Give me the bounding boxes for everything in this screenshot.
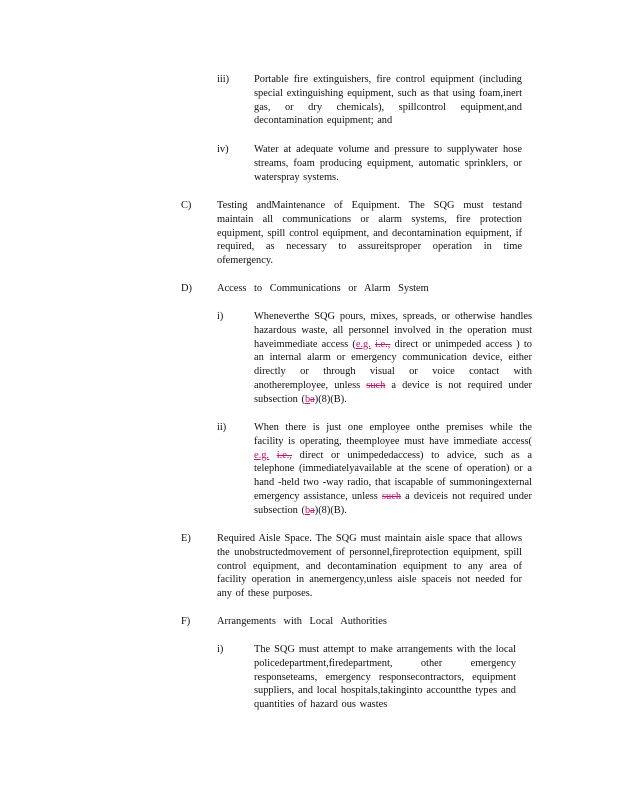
text-run: )(8)(B). [314, 504, 347, 516]
section-label-e: E) [181, 533, 191, 544]
section-label-f: F) [181, 616, 191, 627]
text-run: a deviceis not required under subsection ( [254, 490, 532, 516]
text-run: direct or unimpededaccess) to advice, such as a telephone (immediatelyavailable at the scene of operation) or a hand -held two -way radio, that iscapable of summoningexternal emergency assistance, unless [254, 449, 532, 502]
deleted-text: a [310, 504, 315, 516]
deleted-text: such [381, 490, 402, 502]
item-label-f-i: i) [217, 644, 224, 655]
section-text-e: Required Aisle Space. The SQG must maintain aisle space that allows the unobstructedmovement of personnel,fireprotection equipment, spill control equipment, and decontamination equipment to any area of facility operation in anemergency,unless aisle spaceis not needed for any of these purposes. [217, 533, 522, 600]
item-text-f-i: The SQG must attempt to make arrangements with the local policedepartment,firedepartment, other emergency responseteams, emergency responsecontractors, equipment suppliers, and local hospitals,takinginto accountthe types and quantities of hazard ous wastes [254, 644, 516, 711]
section-text-c: Testing andMaintenance of Equipment. The SQG must testand maintain all communications or alarm systems, fire protection equipment, spill control equipment, and decontamination equipment, if required, as necessary to assureitsproper operation in time ofemergency. [217, 200, 522, 267]
item-text-iv: Water at adequate volume and pressure to supplywater hose streams, foam producing equipment, automatic sprinklers, or waterspray systems. [254, 144, 522, 183]
inserted-text: b [304, 393, 311, 405]
item-text-iii: Portable fire extinguishers, fire control equipment (including special extinguishing equipment, such as that using foam,inert gas, or dry chemicals), spillcontrol equipment,and decontamination equipment; and [254, 74, 522, 127]
text-run: direct or unimpeded access ) to an internal alarm or emergency communication device, either directly or through visual or voice contact with anotheremployee, unless [254, 338, 532, 391]
deleted-text: i.e., [375, 338, 391, 350]
inserted-text: e.g. [355, 338, 371, 350]
inserted-text: e.g. [254, 449, 270, 461]
text-run: )(8)(B). [314, 393, 347, 405]
deleted-text: i.e., [276, 449, 292, 461]
item-label-d-i: i) [217, 311, 224, 322]
text-run: When there is just one employee onthe premises while the facility is operating, theemployee must have immediate access( [254, 422, 532, 447]
item-text-d-ii [254, 421, 532, 518]
item-label-d-ii: ii) [217, 422, 227, 433]
deleted-text: such [366, 379, 386, 391]
section-heading-f: Arrangements with Local Authorities [217, 616, 387, 627]
section-heading-d: Access to Communications or Alarm System [217, 283, 429, 294]
text-run: a device is not required under subsection ( [254, 379, 532, 405]
item-label-iii: iii) [217, 74, 230, 85]
inserted-text: b [304, 504, 311, 516]
section-label-c: C) [181, 200, 192, 211]
item-text-d-i [254, 310, 532, 407]
section-label-d: D) [181, 283, 192, 294]
text-run: Wheneverthe SQG pours, mixes, spreads, or otherwise handles hazardous waste, all personnel involved in the operation must haveimmediate access ( [254, 311, 532, 350]
deleted-text: a [310, 393, 315, 405]
item-label-iv: iv) [217, 144, 229, 155]
